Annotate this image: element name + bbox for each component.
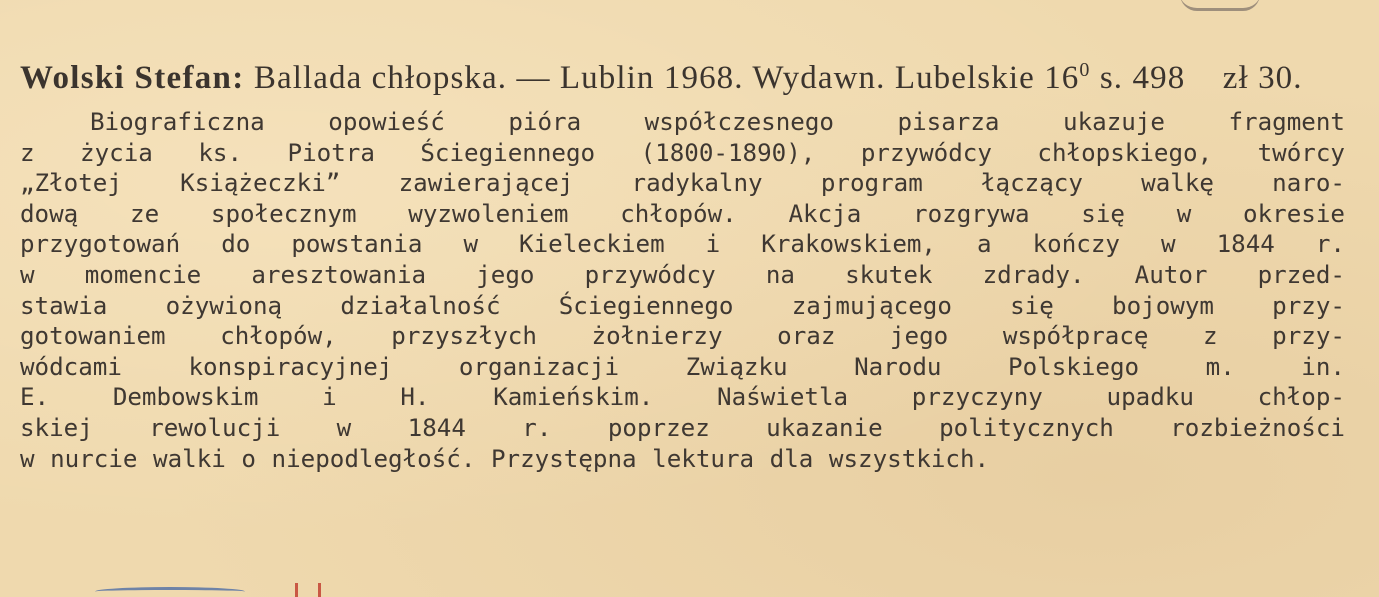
description-line: wódcami konspiracyjnej organizacji Związku Narodu Polskiego m. in.: [20, 352, 1345, 381]
pages-price: s. 498 zł 30.: [1090, 60, 1303, 96]
description-line: skiej rewolucji w 1844 r. poprzez ukazanie politycznych rozbieżności: [20, 413, 1345, 442]
description-line: z życia ks. Piotra Ściegiennego (1800-1890), przywódcy chłopskiego, twórcy: [20, 138, 1345, 167]
description-line: Biograficzna opowieść pióra współczesnego pisarza ukazuje fragment: [90, 108, 1345, 136]
title-publication: Ballada chłopska. — Lublin 1968. Wydawn. Lubelskie 16: [244, 60, 1080, 96]
pencil-mark: [1180, 0, 1260, 11]
description-line: „Złotej Książeczki” zawierającej radykalny program łączący walkę naro-: [20, 169, 1345, 198]
description-line: przygotowań do powstania w Kieleckiem i Krakowskiem, a kończy w 1844 r.: [20, 230, 1345, 259]
description-line: E. Dembowskim i H. Kamieńskim. Naświetla przyczyny upadku chłop-: [20, 383, 1345, 412]
description-line: gotowaniem chłopów, przyszłych żołnierzy oraz jego współpracę z przy-: [20, 322, 1345, 351]
description-line: stawia ożywioną działalność Ściegiennego zajmującego się bojowym przy-: [20, 291, 1345, 320]
description-line: w momencie aresztowania jego przywódcy na skutek zdrady. Autor przed-: [20, 260, 1345, 289]
red-ink-mark: [295, 583, 321, 597]
blue-ink-mark: [95, 587, 245, 596]
description-line: dową ze społecznym wyzwoleniem chłopów. Akcja rozgrywa się w okresie: [20, 199, 1345, 228]
bibliographic-heading: [20, 48, 1345, 100]
description-text: [20, 107, 1345, 474]
author-name: Wolski Stefan:: [20, 60, 245, 96]
format-superscript: 0: [1079, 59, 1091, 81]
description-line: w nurcie walki o niepodległość. Przystępna lektura dla wszystkich.: [20, 444, 990, 473]
catalog-card: [20, 48, 1345, 474]
ink-stamp-fragment: [95, 583, 335, 597]
